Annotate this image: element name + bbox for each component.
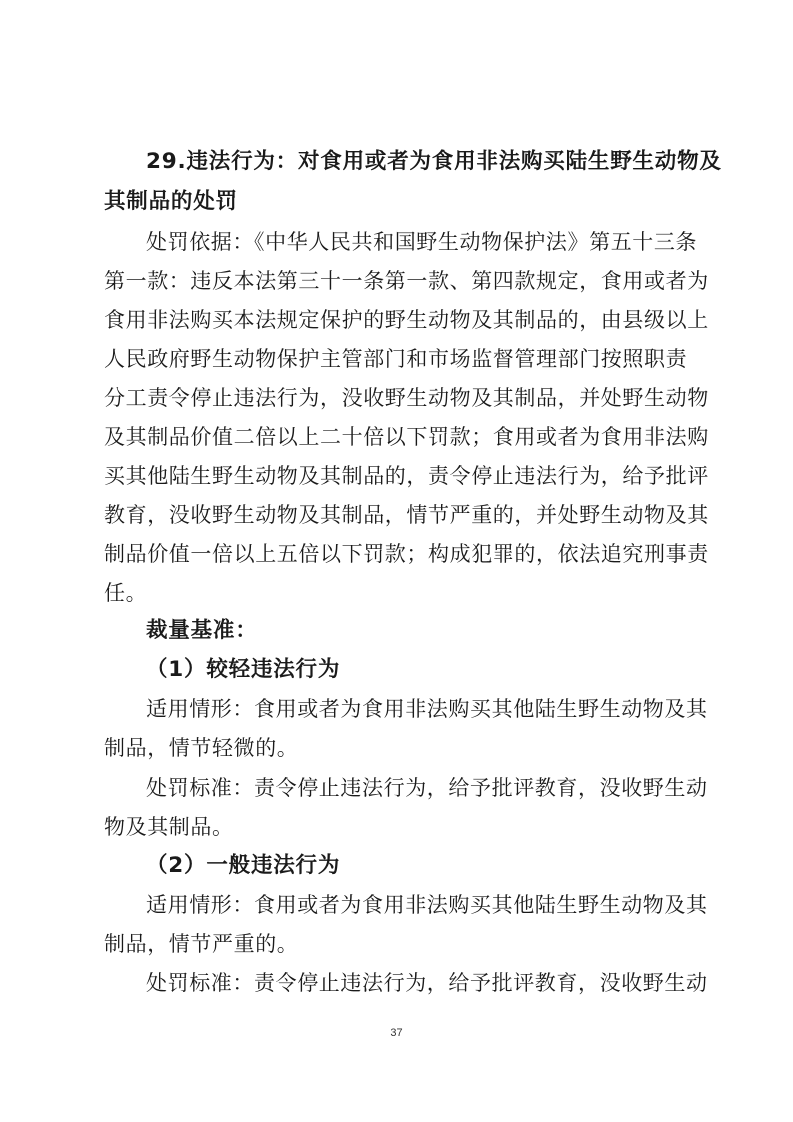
level1-standard: 处罚标准：责令停止违法行为，给予批评教育，没收野生动 xyxy=(146,776,708,800)
basis-line: 教育，没收野生动物及其制品，情节严重的，并处野生动物及其 xyxy=(104,503,709,527)
level2-situation: 适用情形：食用或者为食用非法购买其他陆生野生动物及其 xyxy=(146,893,708,917)
section-title: 29.违法行为：对食用或者为食用非法购买陆生野生动物及 xyxy=(146,149,722,174)
level1-heading: （1）较轻违法行为 xyxy=(146,657,341,682)
basis-line: 制品价值一倍以上五倍以下罚款；构成犯罪的，依法追究刑事责 xyxy=(104,542,709,566)
level2-situation-continued: 制品，情节严重的。 xyxy=(104,932,299,956)
level1-standard-continued: 物及其制品。 xyxy=(104,815,234,839)
criteria-heading: 裁量基准： xyxy=(146,618,258,643)
basis-line: 处罚依据：《中华人民共和国野生动物保护法》第五十三条 xyxy=(146,230,698,254)
basis-line: 分工责令停止违法行为，没收野生动物及其制品，并处野生动物 xyxy=(104,386,709,410)
basis-line: 买其他陆生野生动物及其制品的，责令停止违法行为，给予批评 xyxy=(104,464,709,488)
level2-heading: （2）一般违法行为 xyxy=(146,853,341,878)
level1-situation-continued: 制品，情节轻微的。 xyxy=(104,736,299,760)
section-title-continued: 其制品的处罚 xyxy=(104,189,238,214)
basis-line: 食用非法购买本法规定保护的野生动物及其制品的，由县级以上 xyxy=(104,308,709,332)
basis-line: 第一款：违反本法第三十一条第一款、第四款规定，食用或者为 xyxy=(104,269,709,293)
basis-line: 及其制品价值二倍以上二十倍以下罚款；食用或者为食用非法购 xyxy=(104,425,709,449)
page-number: 37 xyxy=(390,1027,403,1039)
level2-standard: 处罚标准：责令停止违法行为，给予批评教育，没收野生动 xyxy=(146,971,708,995)
basis-line: 人民政府野生动物保护主管部门和市场监督管理部门按照职责 xyxy=(104,347,688,371)
level1-situation: 适用情形：食用或者为食用非法购买其他陆生野生动物及其 xyxy=(146,697,708,721)
basis-line: 任。 xyxy=(104,581,148,605)
